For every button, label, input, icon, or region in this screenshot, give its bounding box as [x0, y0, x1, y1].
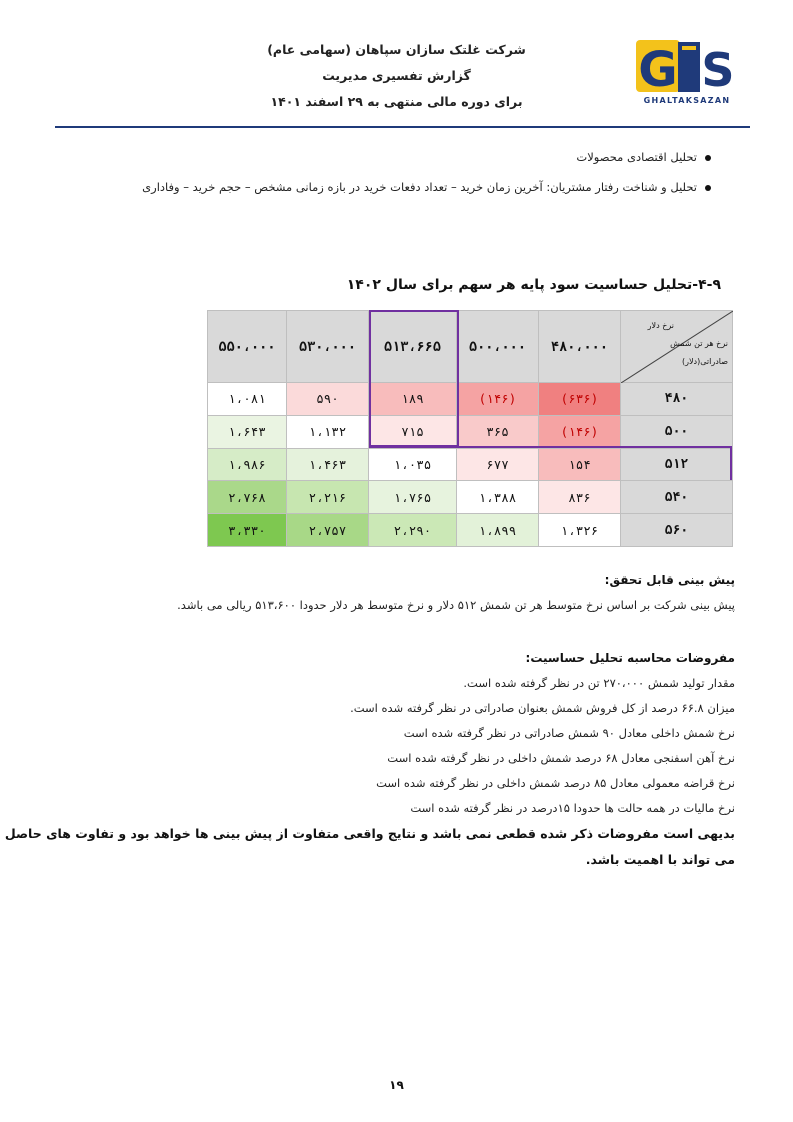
- sensitivity-table: [207, 310, 732, 547]
- table-cell: ۲،۷۵۷: [287, 514, 369, 547]
- page-number: ۱۹: [389, 1078, 404, 1092]
- report-title: گزارش تفسیری مدیریت: [322, 68, 471, 83]
- table-cell: ۲،۲۹۰: [369, 514, 457, 547]
- section-title: ۴-۹-تحلیل حساسیت سود پایه هر سهم برای سال ۱۴۰۲: [346, 277, 721, 293]
- table-corner-header: [621, 311, 733, 383]
- svg-text:S: S: [701, 43, 735, 97]
- bullet-dot-icon: [705, 185, 711, 191]
- row-header: ۵۶۰: [621, 514, 733, 547]
- forecast-title: پیش بینی قابل تحقق:: [604, 573, 735, 587]
- table-cell: ۸۳۶: [539, 481, 621, 514]
- row-header: ۴۸۰: [621, 383, 733, 416]
- table-cell: ۱،۳۸۸: [457, 481, 539, 514]
- disclaimer-line: بدیهی است مفروضات ذکر شده قطعی نمی باشد و نتایج واقعی متفاوت از پیش بینی ها خواهد بود و تفاوت های حاصل: [4, 826, 735, 841]
- table-cell: ۷۱۵: [369, 415, 457, 448]
- table-cell: ۱،۱۳۲: [287, 415, 369, 448]
- table-cell: (۱۴۶): [539, 415, 621, 448]
- disclaimer-line: می تواند با اهمیت باشد.: [585, 852, 735, 867]
- table-cell: (۱۴۶): [457, 383, 539, 416]
- table-cell: ۱،۰۳۵: [369, 448, 457, 481]
- assumption-item: نرخ آهن اسفنجی معادل ۶۸ درصد شمش داخلی در نظر گرفته شده است: [387, 751, 735, 765]
- table-cell: ۶۷۷: [457, 448, 539, 481]
- table-cell: (۶۳۶): [539, 383, 621, 416]
- assumption-item: مقدار تولید شمش ۲۷۰،۰۰۰ تن در نظر گرفته شده است.: [463, 676, 735, 690]
- column-header: ۵۰۰،۰۰۰: [457, 311, 539, 383]
- bullet-text: تحلیل و شناخت رفتار مشتریان: آخرین زمان خرید – تعداد دفعات خرید در بازه زمانی مشخص – حجم خرید – وفاداری: [142, 180, 697, 194]
- table-cell: ۱،۴۶۳: [287, 448, 369, 481]
- row-header: ۵۱۲: [621, 448, 733, 481]
- bullet-item: [576, 150, 711, 164]
- assumption-item: نرخ قراضه معمولی معادل ۸۵ درصد شمش داخلی در نظر گرفته شده است: [376, 776, 735, 790]
- assumption-item: نرخ شمش داخلی معادل ۹۰ شمش صادراتی در نظر گرفته شده است: [403, 726, 735, 740]
- header-divider: [55, 126, 750, 128]
- table-row: [208, 415, 733, 448]
- table-cell: ۳۶۵: [457, 415, 539, 448]
- corner-label-export: صادراتی(دلار): [681, 357, 728, 366]
- corner-label-dollar: نرخ دلار: [647, 321, 674, 330]
- logo-wordmark: GHALTAKSAZAN: [643, 96, 731, 105]
- table-cell: ۱،۳۲۶: [539, 514, 621, 547]
- table-row: [208, 448, 733, 481]
- assumption-item: نرخ مالیات در همه حالت ها حدودا ۱۵درصد در نظر گرفته شده است: [410, 801, 735, 815]
- table-cell: ۲،۲۱۶: [287, 481, 369, 514]
- bullet-text: تحلیل اقتصادی محصولات: [576, 150, 697, 164]
- column-header: ۵۱۳،۶۶۵: [369, 311, 457, 383]
- column-header: ۵۵۰،۰۰۰: [208, 311, 287, 383]
- table-cell: ۱،۸۹۹: [457, 514, 539, 547]
- table-cell: ۱،۶۴۳: [208, 415, 287, 448]
- row-header: ۵۴۰: [621, 481, 733, 514]
- bullet-item: [142, 180, 711, 194]
- column-header: ۴۸۰،۰۰۰: [539, 311, 621, 383]
- column-header: ۵۳۰،۰۰۰: [287, 311, 369, 383]
- table-row: [208, 383, 733, 416]
- table-row: [208, 514, 733, 547]
- row-header: ۵۰۰: [621, 415, 733, 448]
- corner-label-ingot: نرخ هر تن شمش: [670, 339, 728, 348]
- assumptions-title: مفروضات محاسبه تحلیل حساسیت:: [525, 651, 735, 665]
- company-name: شرکت غلتک سازان سپاهان (سهامی عام): [267, 42, 526, 57]
- report-period: برای دوره مالی منتهی به ۲۹ اسفند ۱۴۰۱: [270, 94, 523, 109]
- bullet-dot-icon: [705, 155, 711, 161]
- table-cell: ۱،۹۸۶: [208, 448, 287, 481]
- table-cell: ۲،۷۶۸: [208, 481, 287, 514]
- table-cell: ۱۸۹: [369, 383, 457, 416]
- table-cell: ۱،۷۶۵: [369, 481, 457, 514]
- table-cell: ۳،۳۳۰: [208, 514, 287, 547]
- table-cell: ۱،۰۸۱: [208, 383, 287, 416]
- table-cell: ۱۵۴: [539, 448, 621, 481]
- svg-text:G: G: [638, 42, 678, 98]
- table-row: [208, 481, 733, 514]
- forecast-text: پیش بینی شرکت بر اساس نرخ متوسط هر تن شمش ۵۱۲ دلار و نرخ متوسط هر دلار حدودا ۵۱۳،۶۰۰ ریالی می باشد.: [177, 598, 735, 612]
- assumption-item: میزان ۶۶.۸ درصد از کل فروش شمش بعنوان صادراتی در نظر گرفته شده است.: [350, 701, 735, 715]
- table-cell: ۵۹۰: [287, 383, 369, 416]
